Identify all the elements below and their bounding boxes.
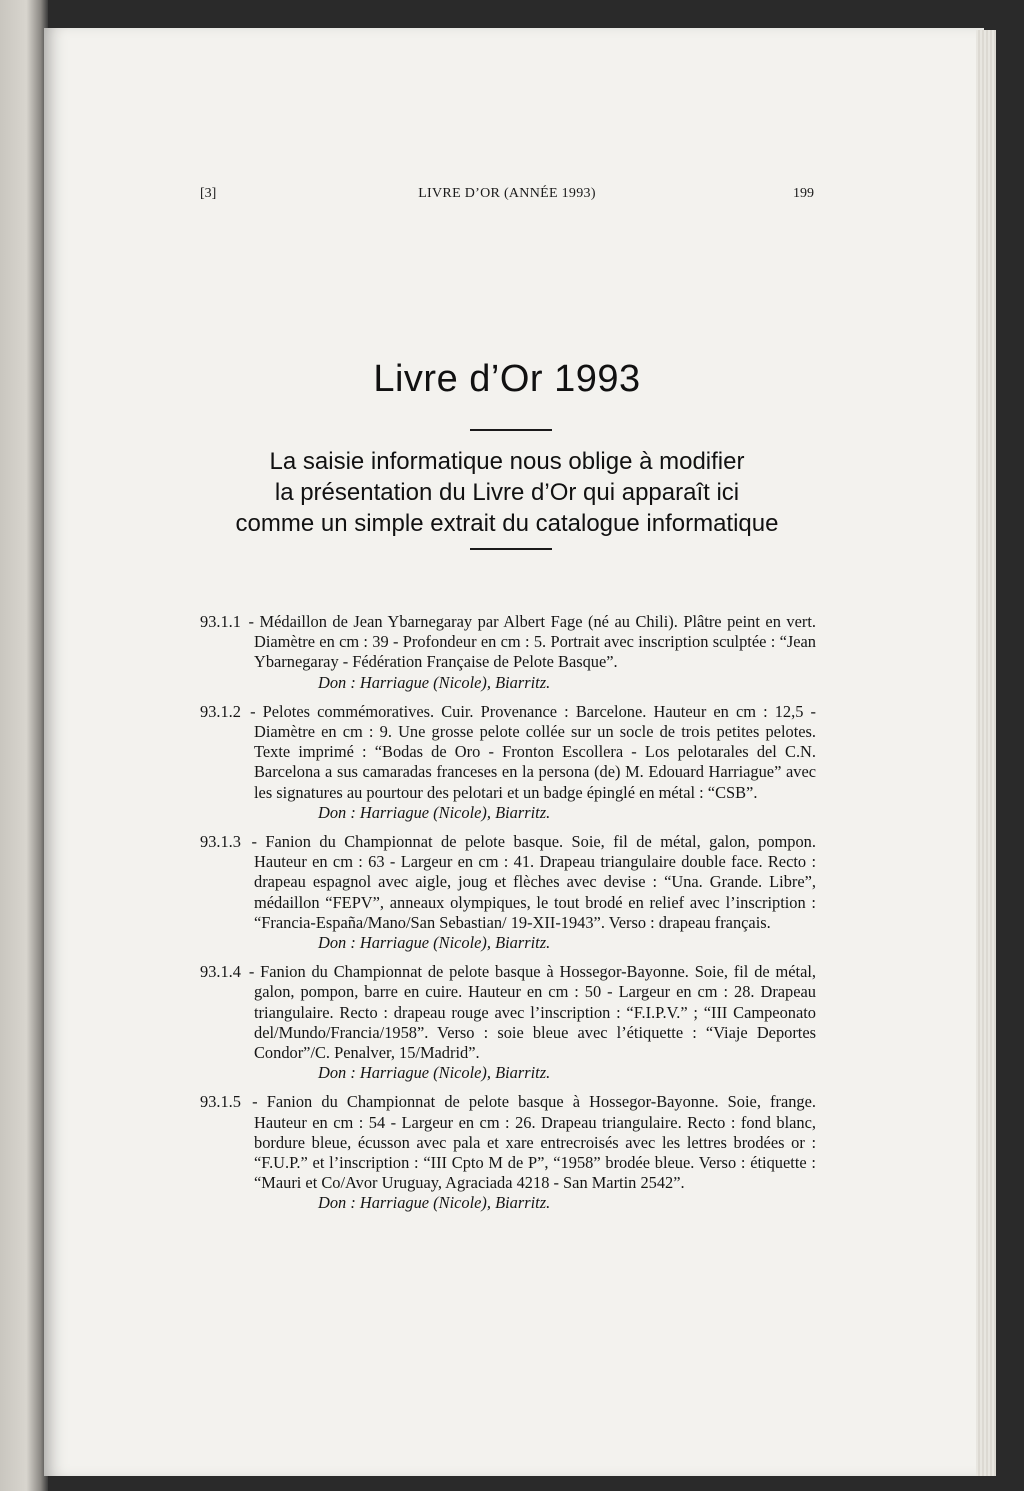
- subtitle-line: comme un simple extrait du catalogue informatique: [235, 510, 779, 537]
- entry-text: - Fanion du Championnat de pelote basque à Hossegor-Bayonne. Soie, fil de métal, galon, pompon, barre en cuire. Hauteur en cm : 50 - Largeur en cm : 28. Drapeau triangulaire. Recto : drapeau rouge avec l’inscription : “F.I.P.V.” ; “III Campeonato del/Mundo/Francia/1958”. Verso : soie bleue avec l’étiquette : “Viaje Deportes Condor”/C. Penalver, 15/Madrid”.: [248, 962, 816, 1063]
- page-title: Livre d’Or 1993: [373, 358, 641, 400]
- running-title: LIVRE D’OR (ANNÉE 1993): [418, 186, 596, 201]
- entry-id: 93.1.4: [200, 962, 241, 982]
- entry-donor: Don : Harriague (Nicole), Biarritz.: [318, 933, 551, 953]
- entry-donor: Don : Harriague (Nicole), Biarritz.: [318, 1193, 551, 1213]
- subtitle-line: la présentation du Livre d’Or qui apparaît ici: [274, 479, 740, 506]
- entry-text: - Fanion du Championnat de pelote basque. Soie, fil de métal, galon, pompon. Hauteur en cm : 63 - Largeur en cm : 41. Drapeau triangulaire double face. Recto : drapeau espagnol avec aigle, joug et flèches avec devise : “Una. Grande. Libre”, médaillon “FEPV”, anneaux olympiques, le tout brodé en relief avec l’inscription : “Francia-España/Mano/San Sebastian/ 19-XII-1943”. Verso : drapeau français.: [251, 832, 816, 932]
- previous-page-edge: [0, 0, 48, 1491]
- entry-id: 93.1.2: [200, 701, 241, 721]
- catalogue-entry: [200, 612, 816, 693]
- chapter-number: [3]: [200, 186, 217, 201]
- catalogue-entry: [200, 702, 816, 823]
- catalogue-entries: [200, 612, 816, 1223]
- catalogue-entry: [200, 1092, 816, 1213]
- running-head: [200, 186, 814, 208]
- entry-id: 93.1.1: [200, 612, 241, 631]
- title-divider: [470, 429, 552, 431]
- catalogue-entry: [200, 962, 816, 1083]
- entry-id: 93.1.5: [200, 1092, 241, 1112]
- entry-text: - Médaillon de Jean Ybarnegaray par Albert Fage (né au Chili). Plâtre peint en vert. Diamètre en cm : 39 - Profondeur en cm : 5. Portrait avec inscription sculptée : “Jean Ybarnegaray - Fédération Française de Pelote Basque”.: [248, 612, 816, 672]
- entry-text: - Fanion du Championnat de pelote basque à Hossegor-Bayonne. Soie, frange. Hauteur en cm : 54 - Largeur en cm : 26. Drapeau triangulaire. Recto : fond blanc, bordure bleue, écusson avec pala et xare entrecroisés avec les lettres brodées or : “F.U.P.” et l’inscription : “III Cpto M de P”, “1958” brodée bleue. Verso : étiquette : “Mauri et Co/Avor Uruguay, Agraciada 4218 - San Martin 2542”.: [252, 1092, 816, 1193]
- page-stack-edge: [976, 30, 996, 1476]
- subtitle-divider: [470, 548, 552, 550]
- entry-text: - Pelotes commémoratives. Cuir. Provenance : Barcelone. Hauteur en cm : 12,5 - Diamètre en cm : 9. Une grosse pelote collée sur un socle de trois petites pelotes. Texte imprimé : “Bodas de Oro - Fronton Escollera - Los pelotarales del C.N. Barcelona a sus camaradas franceses en la persona (de) M. Edouard Harriague” avec les signatures au pourtour des pelotari et un badge épinglé en métal : “CSB”.: [250, 701, 816, 802]
- page-number: 199: [793, 186, 814, 201]
- entry-id: 93.1.3: [200, 832, 241, 852]
- catalogue-entry: [200, 832, 816, 953]
- entry-donor: Don : Harriague (Nicole), Biarritz.: [318, 1063, 551, 1083]
- subtitle-line: La saisie informatique nous oblige à modifier: [269, 448, 745, 475]
- entry-donor: Don : Harriague (Nicole), Biarritz.: [318, 672, 551, 692]
- entry-donor: Don : Harriague (Nicole), Biarritz.: [318, 802, 551, 822]
- subtitle: [190, 446, 824, 539]
